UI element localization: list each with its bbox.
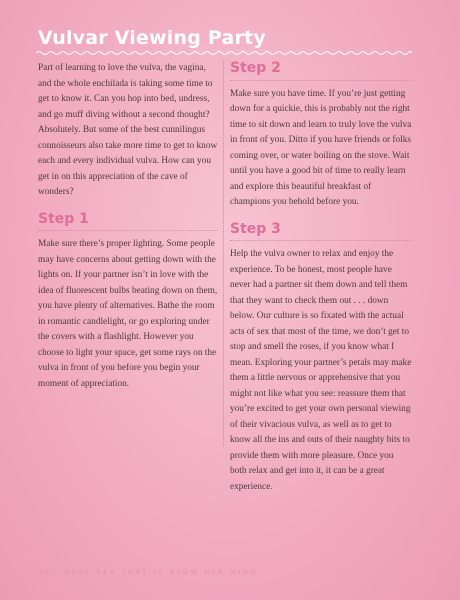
page-footer	[38, 568, 258, 576]
step-2-heading: Step 2	[230, 61, 412, 81]
intro-paragraph: Part of learning to love the vulva, the vagina, and the whole enchilada is taking some time to get to know it. Can you hop into bed, undress, and go muff diving without a second thought? Absolutely. But some of the best cunnilingus connoisseurs also take more time to get to know each and every individual vulva. How can you get in on this appreciation of the cave of wonders?	[38, 63, 218, 197]
step-2-text: Make sure you have time. If you’re just getting down for a quickie, this is probably not the right time to sit down and learn to truly love the vulva in front of you. Ditto if you have friends or folks coming over, or water boiling on the stove. Wait until you have a good bit of time to really learn and explore this beautiful breakfast of champions you behold before you.	[230, 88, 412, 207]
left-column	[38, 61, 218, 392]
page-title: Vulvar Viewing Party	[38, 27, 266, 49]
step-1-heading: Step 1	[38, 212, 218, 232]
column-divider	[223, 61, 224, 446]
right-column	[230, 61, 412, 495]
running-title: ORAL SEX THAT'LL BLOW HER MIND	[64, 568, 258, 576]
step-3-heading: Step 3	[230, 222, 412, 242]
step-3-text: Help the vulva owner to relax and enjoy the experience. To be honest, most people have never had a partner sit them down and tell them that they want to check them out . . . down below. Our culture is so fixated with the actual acts of sex that most of the time, we don’t get to stop and smell the roses, if you know what I mean. Exploring your partner’s petals may make them a little nervous or apprehensive that you might not like what you see: reassure them that you’re excited to get your own personal viewing of their vivacious vulva, as well as to get to know all the ins and outs of their naughty bits to provide them with more pleasure. Once you both relax and get into it, it can be a great experience.	[230, 249, 412, 492]
step-1-text: Make sure there’s proper lighting. Some people may have concerns about getting down with the lights on. If your partner isn’t in love with the idea of fluorescent bulbs beating down on them, you have plenty of alternatives. Bathe the room in romantic candlelight, or go exploring under the covers with a flashlight. However you choose to light your space, get some rays on the vulva in front of you before you begin your moment of appreciation.	[38, 239, 218, 389]
page-number: 36	[38, 568, 52, 576]
wavy-divider	[36, 50, 412, 56]
